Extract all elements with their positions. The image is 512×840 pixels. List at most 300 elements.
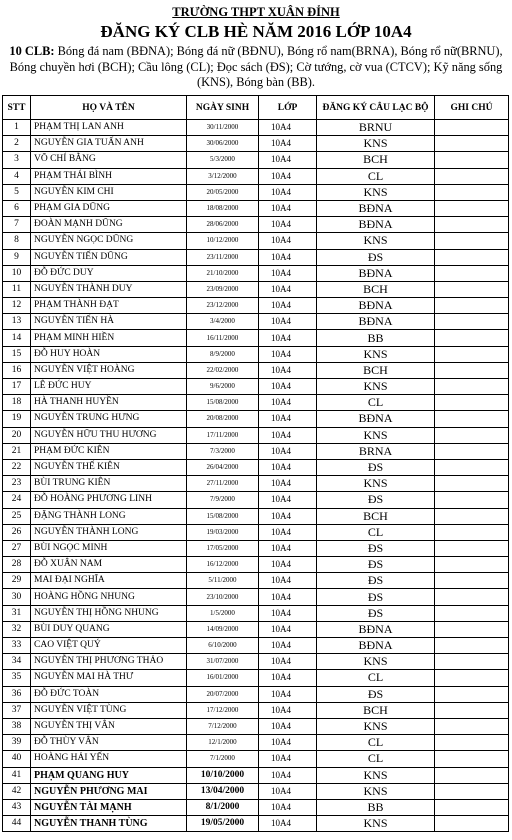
cell-dob: 23/12/2000 [187, 298, 259, 314]
cell-club: BRNU [317, 120, 435, 136]
cell-class: 10A4 [259, 379, 317, 395]
cell-club: BĐNA [317, 217, 435, 233]
table-row [3, 799, 509, 815]
cell-dob: 22/02/2000 [187, 362, 259, 378]
cell-dob: 15/08/2000 [187, 395, 259, 411]
cell-note [435, 168, 509, 184]
cell-name: NGUYỄN THỊ VÂN [31, 718, 187, 734]
table-row [3, 379, 509, 395]
cell-note [435, 298, 509, 314]
cell-note [435, 557, 509, 573]
cell-dob: 19/03/2000 [187, 524, 259, 540]
club-legend [2, 44, 510, 92]
cell-club: KNS [317, 184, 435, 200]
cell-stt: 11 [3, 281, 31, 297]
cell-club: BĐNA [317, 621, 435, 637]
cell-name: PHẠM THÀNH ĐẠT [31, 298, 187, 314]
cell-dob: 26/04/2000 [187, 459, 259, 475]
cell-note [435, 524, 509, 540]
cell-dob: 7/1/2000 [187, 751, 259, 767]
cell-stt: 20 [3, 427, 31, 443]
cell-name: BÙI DUY QUANG [31, 621, 187, 637]
cell-note [435, 217, 509, 233]
cell-note [435, 735, 509, 751]
cell-note [435, 686, 509, 702]
cell-stt: 40 [3, 751, 31, 767]
cell-stt: 27 [3, 540, 31, 556]
cell-club: BĐNA [317, 265, 435, 281]
col-header-club: ĐĂNG KÝ CÂU LẠC BỘ [317, 96, 435, 120]
table-row [3, 783, 509, 799]
cell-club: BCH [317, 702, 435, 718]
cell-dob: 16/01/2000 [187, 670, 259, 686]
cell-club: BRNA [317, 443, 435, 459]
cell-class: 10A4 [259, 298, 317, 314]
cell-club: BB [317, 799, 435, 815]
cell-note [435, 751, 509, 767]
cell-name: ĐỖ HOÀNG PHƯƠNG LINH [31, 492, 187, 508]
cell-name: NGUYỄN GIA TUẤN ANH [31, 136, 187, 152]
cell-class: 10A4 [259, 783, 317, 799]
cell-stt: 15 [3, 346, 31, 362]
cell-stt: 1 [3, 120, 31, 136]
cell-stt: 38 [3, 718, 31, 734]
cell-dob: 10/10/2000 [187, 767, 259, 783]
cell-note [435, 621, 509, 637]
cell-club: BCH [317, 152, 435, 168]
table-row [3, 411, 509, 427]
cell-name: PHẠM THÁI BÌNH [31, 168, 187, 184]
cell-name: ĐỖ XUÂN NAM [31, 557, 187, 573]
cell-note [435, 152, 509, 168]
table-row [3, 459, 509, 475]
cell-stt: 42 [3, 783, 31, 799]
table-row [3, 120, 509, 136]
cell-name: NGUYỄN KIM CHI [31, 184, 187, 200]
cell-note [435, 605, 509, 621]
cell-stt: 44 [3, 816, 31, 832]
cell-name: NGUYỄN VIỆT HOÀNG [31, 362, 187, 378]
cell-club: ĐS [317, 605, 435, 621]
cell-club: CL [317, 395, 435, 411]
cell-stt: 25 [3, 508, 31, 524]
cell-class: 10A4 [259, 168, 317, 184]
cell-name: VÕ CHÍ BẰNG [31, 152, 187, 168]
school-name: TRƯỜNG THPT XUÂN ĐỈNH [172, 5, 340, 19]
cell-note [435, 362, 509, 378]
cell-club: ĐS [317, 249, 435, 265]
cell-name: NGUYỄN THỊ PHƯƠNG THẢO [31, 654, 187, 670]
cell-dob: 20/08/2000 [187, 411, 259, 427]
cell-note [435, 346, 509, 362]
cell-club: CL [317, 751, 435, 767]
cell-dob: 12/1/2000 [187, 735, 259, 751]
cell-class: 10A4 [259, 136, 317, 152]
cell-dob: 8/1/2000 [187, 799, 259, 815]
table-row [3, 136, 509, 152]
cell-class: 10A4 [259, 686, 317, 702]
cell-name: PHẠM GIA DŨNG [31, 200, 187, 216]
cell-name: HOÀNG HẢI YẾN [31, 751, 187, 767]
cell-club: ĐS [317, 686, 435, 702]
cell-stt: 29 [3, 573, 31, 589]
cell-dob: 17/12/2000 [187, 702, 259, 718]
cell-class: 10A4 [259, 411, 317, 427]
cell-class: 10A4 [259, 265, 317, 281]
cell-name: NGUYỄN THỊ HỒNG NHUNG [31, 605, 187, 621]
cell-dob: 8/9/2000 [187, 346, 259, 362]
cell-note [435, 314, 509, 330]
cell-club: BĐNA [317, 298, 435, 314]
cell-dob: 19/05/2000 [187, 816, 259, 832]
col-header-stt: STT [3, 96, 31, 120]
cell-name: NGUYỄN TIẾN HÀ [31, 314, 187, 330]
table-row [3, 330, 509, 346]
table-row [3, 281, 509, 297]
table-row [3, 427, 509, 443]
cell-class: 10A4 [259, 816, 317, 832]
cell-stt: 26 [3, 524, 31, 540]
cell-club: ĐS [317, 589, 435, 605]
table-row [3, 508, 509, 524]
cell-club: ĐS [317, 573, 435, 589]
cell-stt: 22 [3, 459, 31, 475]
cell-club: KNS [317, 816, 435, 832]
cell-dob: 5/3/2000 [187, 152, 259, 168]
cell-club: KNS [317, 767, 435, 783]
cell-class: 10A4 [259, 524, 317, 540]
cell-club: BĐNA [317, 638, 435, 654]
table-row [3, 152, 509, 168]
cell-stt: 13 [3, 314, 31, 330]
cell-club: BĐNA [317, 411, 435, 427]
cell-note [435, 767, 509, 783]
cell-dob: 18/08/2000 [187, 200, 259, 216]
cell-note [435, 476, 509, 492]
col-header-dob: NGÀY SINH [187, 96, 259, 120]
cell-dob: 17/11/2000 [187, 427, 259, 443]
cell-note [435, 281, 509, 297]
cell-club: KNS [317, 783, 435, 799]
cell-note [435, 718, 509, 734]
cell-class: 10A4 [259, 395, 317, 411]
cell-stt: 33 [3, 638, 31, 654]
cell-class: 10A4 [259, 362, 317, 378]
cell-dob: 3/4/2000 [187, 314, 259, 330]
cell-class: 10A4 [259, 427, 317, 443]
cell-dob: 10/12/2000 [187, 233, 259, 249]
cell-club: BĐNA [317, 200, 435, 216]
cell-class: 10A4 [259, 233, 317, 249]
cell-dob: 23/09/2000 [187, 281, 259, 297]
club-legend-lead: 10 CLB: [9, 44, 55, 58]
table-header-row [3, 96, 509, 120]
cell-stt: 4 [3, 168, 31, 184]
table-row [3, 314, 509, 330]
cell-club: KNS [317, 136, 435, 152]
cell-name: NGUYỄN HỮU THU HƯƠNG [31, 427, 187, 443]
cell-note [435, 395, 509, 411]
cell-club: ĐS [317, 557, 435, 573]
cell-stt: 28 [3, 557, 31, 573]
cell-note [435, 379, 509, 395]
cell-stt: 12 [3, 298, 31, 314]
cell-club: BB [317, 330, 435, 346]
cell-dob: 16/11/2000 [187, 330, 259, 346]
table-row [3, 346, 509, 362]
cell-stt: 36 [3, 686, 31, 702]
cell-name: BÙI TRUNG KIÊN [31, 476, 187, 492]
cell-club: BCH [317, 362, 435, 378]
cell-club: BCH [317, 281, 435, 297]
cell-stt: 17 [3, 379, 31, 395]
cell-club: CL [317, 524, 435, 540]
cell-name: CAO VIỆT QUÝ [31, 638, 187, 654]
cell-class: 10A4 [259, 735, 317, 751]
cell-stt: 2 [3, 136, 31, 152]
cell-class: 10A4 [259, 476, 317, 492]
registration-table [2, 95, 509, 832]
cell-dob: 23/11/2000 [187, 249, 259, 265]
cell-dob: 21/10/2000 [187, 265, 259, 281]
table-row [3, 573, 509, 589]
cell-stt: 23 [3, 476, 31, 492]
cell-class: 10A4 [259, 281, 317, 297]
cell-note [435, 136, 509, 152]
cell-name: NGUYỄN THÀNH LONG [31, 524, 187, 540]
table-row [3, 184, 509, 200]
cell-stt: 18 [3, 395, 31, 411]
cell-note [435, 799, 509, 815]
table-row [3, 557, 509, 573]
cell-stt: 34 [3, 654, 31, 670]
cell-note [435, 411, 509, 427]
cell-name: NGUYỄN TÀI MẠNH [31, 799, 187, 815]
cell-class: 10A4 [259, 589, 317, 605]
cell-class: 10A4 [259, 621, 317, 637]
cell-dob: 30/11/2000 [187, 120, 259, 136]
cell-note [435, 508, 509, 524]
cell-dob: 7/12/2000 [187, 718, 259, 734]
cell-dob: 28/06/2000 [187, 217, 259, 233]
cell-dob: 20/07/2000 [187, 686, 259, 702]
table-row [3, 767, 509, 783]
table-row [3, 233, 509, 249]
table-row [3, 168, 509, 184]
cell-name: ĐỖ HUY HOÀN [31, 346, 187, 362]
cell-name: ĐOÀN MẠNH DŨNG [31, 217, 187, 233]
cell-name: PHẠM QUANG HUY [31, 767, 187, 783]
cell-note [435, 816, 509, 832]
cell-note [435, 459, 509, 475]
cell-class: 10A4 [259, 152, 317, 168]
cell-stt: 5 [3, 184, 31, 200]
cell-class: 10A4 [259, 184, 317, 200]
cell-dob: 17/05/2000 [187, 540, 259, 556]
cell-name: ĐỖ ĐỨC DUY [31, 265, 187, 281]
cell-note [435, 638, 509, 654]
cell-club: KNS [317, 654, 435, 670]
cell-class: 10A4 [259, 443, 317, 459]
cell-note [435, 184, 509, 200]
cell-dob: 6/10/2000 [187, 638, 259, 654]
cell-name: NGUYỄN TIẾN DŨNG [31, 249, 187, 265]
cell-class: 10A4 [259, 702, 317, 718]
cell-stt: 8 [3, 233, 31, 249]
cell-class: 10A4 [259, 346, 317, 362]
cell-dob: 7/3/2000 [187, 443, 259, 459]
cell-name: PHẠM MINH HIỀN [31, 330, 187, 346]
cell-dob: 30/06/2000 [187, 136, 259, 152]
cell-class: 10A4 [259, 314, 317, 330]
cell-note [435, 589, 509, 605]
table-row [3, 638, 509, 654]
cell-name: HOÀNG HỒNG NHUNG [31, 589, 187, 605]
cell-dob: 15/08/2000 [187, 508, 259, 524]
cell-class: 10A4 [259, 605, 317, 621]
cell-note [435, 427, 509, 443]
cell-class: 10A4 [259, 330, 317, 346]
cell-stt: 30 [3, 589, 31, 605]
cell-dob: 9/6/2000 [187, 379, 259, 395]
cell-class: 10A4 [259, 573, 317, 589]
table-row [3, 621, 509, 637]
cell-stt: 6 [3, 200, 31, 216]
cell-dob: 1/5/2000 [187, 605, 259, 621]
cell-stt: 41 [3, 767, 31, 783]
cell-club: KNS [317, 233, 435, 249]
cell-club: KNS [317, 346, 435, 362]
table-row [3, 362, 509, 378]
cell-name: ĐẶNG THÀNH LONG [31, 508, 187, 524]
cell-name: ĐỖ THÙY VÂN [31, 735, 187, 751]
cell-club: KNS [317, 427, 435, 443]
cell-name: NGUYỄN THÀNH DUY [31, 281, 187, 297]
cell-note [435, 783, 509, 799]
cell-note [435, 200, 509, 216]
cell-stt: 35 [3, 670, 31, 686]
cell-note [435, 573, 509, 589]
table-row [3, 670, 509, 686]
cell-name: ĐỖ ĐỨC TOÀN [31, 686, 187, 702]
cell-class: 10A4 [259, 492, 317, 508]
cell-dob: 7/9/2000 [187, 492, 259, 508]
cell-name: PHẠM ĐỨC KIÊN [31, 443, 187, 459]
table-row [3, 217, 509, 233]
cell-class: 10A4 [259, 718, 317, 734]
cell-stt: 21 [3, 443, 31, 459]
cell-stt: 37 [3, 702, 31, 718]
cell-note [435, 233, 509, 249]
cell-note [435, 120, 509, 136]
cell-name: NGUYỄN THANH TÙNG [31, 816, 187, 832]
table-row [3, 249, 509, 265]
cell-class: 10A4 [259, 654, 317, 670]
cell-stt: 3 [3, 152, 31, 168]
cell-club: CL [317, 670, 435, 686]
table-row [3, 589, 509, 605]
cell-class: 10A4 [259, 217, 317, 233]
table-row [3, 265, 509, 281]
table-row [3, 395, 509, 411]
cell-stt: 43 [3, 799, 31, 815]
table-row [3, 654, 509, 670]
cell-name: HÀ THANH HUYỀN [31, 395, 187, 411]
cell-note [435, 265, 509, 281]
table-row [3, 751, 509, 767]
cell-stt: 19 [3, 411, 31, 427]
cell-club: CL [317, 735, 435, 751]
cell-dob: 3/12/2000 [187, 168, 259, 184]
cell-note [435, 670, 509, 686]
table-row [3, 298, 509, 314]
cell-dob: 20/05/2000 [187, 184, 259, 200]
cell-club: ĐS [317, 540, 435, 556]
cell-dob: 14/09/2000 [187, 621, 259, 637]
club-legend-text: Bóng đá nam (BĐNA); Bóng đá nữ (BĐNU), Bóng rổ nam(BRNA), Bóng rổ nữ(BRNU), Bóng chuyền hơi (BCH); Cầu lông (CL); Đọc sách (ĐS); Cờ tướng, cờ vua (CTCV); Kỹ năng sống (KNS), Bóng bàn (BB). [9, 44, 503, 89]
cell-class: 10A4 [259, 799, 317, 815]
col-header-note: GHI CHÚ [435, 96, 509, 120]
cell-note [435, 654, 509, 670]
cell-club: BĐNA [317, 314, 435, 330]
cell-class: 10A4 [259, 459, 317, 475]
cell-class: 10A4 [259, 670, 317, 686]
cell-class: 10A4 [259, 540, 317, 556]
cell-stt: 39 [3, 735, 31, 751]
page-title: ĐĂNG KÝ CLB HÈ NĂM 2016 LỚP 10A4 [100, 22, 412, 41]
table-row [3, 492, 509, 508]
cell-name: PHẠM THỊ LAN ANH [31, 120, 187, 136]
cell-name: NGUYỄN NGỌC DŨNG [31, 233, 187, 249]
cell-class: 10A4 [259, 751, 317, 767]
cell-name: NGUYỄN PHƯƠNG MAI [31, 783, 187, 799]
cell-name: NGUYỄN THẾ KIÊN [31, 459, 187, 475]
registration-sheet [0, 4, 512, 832]
cell-class: 10A4 [259, 120, 317, 136]
cell-club: KNS [317, 718, 435, 734]
table-row [3, 443, 509, 459]
cell-name: LÊ ĐỨC HUY [31, 379, 187, 395]
cell-club: ĐS [317, 459, 435, 475]
table-row [3, 200, 509, 216]
col-header-name: HỌ VÀ TÊN [31, 96, 187, 120]
table-body [3, 120, 509, 832]
col-header-class: LỚP [259, 96, 317, 120]
cell-club: KNS [317, 379, 435, 395]
table-row [3, 735, 509, 751]
table-row [3, 686, 509, 702]
cell-dob: 16/12/2000 [187, 557, 259, 573]
table-row [3, 476, 509, 492]
cell-dob: 23/10/2000 [187, 589, 259, 605]
cell-stt: 32 [3, 621, 31, 637]
table-row [3, 718, 509, 734]
cell-note [435, 540, 509, 556]
cell-club: ĐS [317, 492, 435, 508]
cell-name: NGUYỄN TRUNG HƯNG [31, 411, 187, 427]
cell-name: BÙI NGỌC MINH [31, 540, 187, 556]
cell-note [435, 702, 509, 718]
table-row [3, 816, 509, 832]
cell-class: 10A4 [259, 508, 317, 524]
cell-name: NGUYỄN MAI HÀ THƯ [31, 670, 187, 686]
cell-dob: 5/11/2000 [187, 573, 259, 589]
cell-class: 10A4 [259, 200, 317, 216]
cell-stt: 16 [3, 362, 31, 378]
cell-stt: 9 [3, 249, 31, 265]
table-row [3, 540, 509, 556]
cell-dob: 13/04/2000 [187, 783, 259, 799]
